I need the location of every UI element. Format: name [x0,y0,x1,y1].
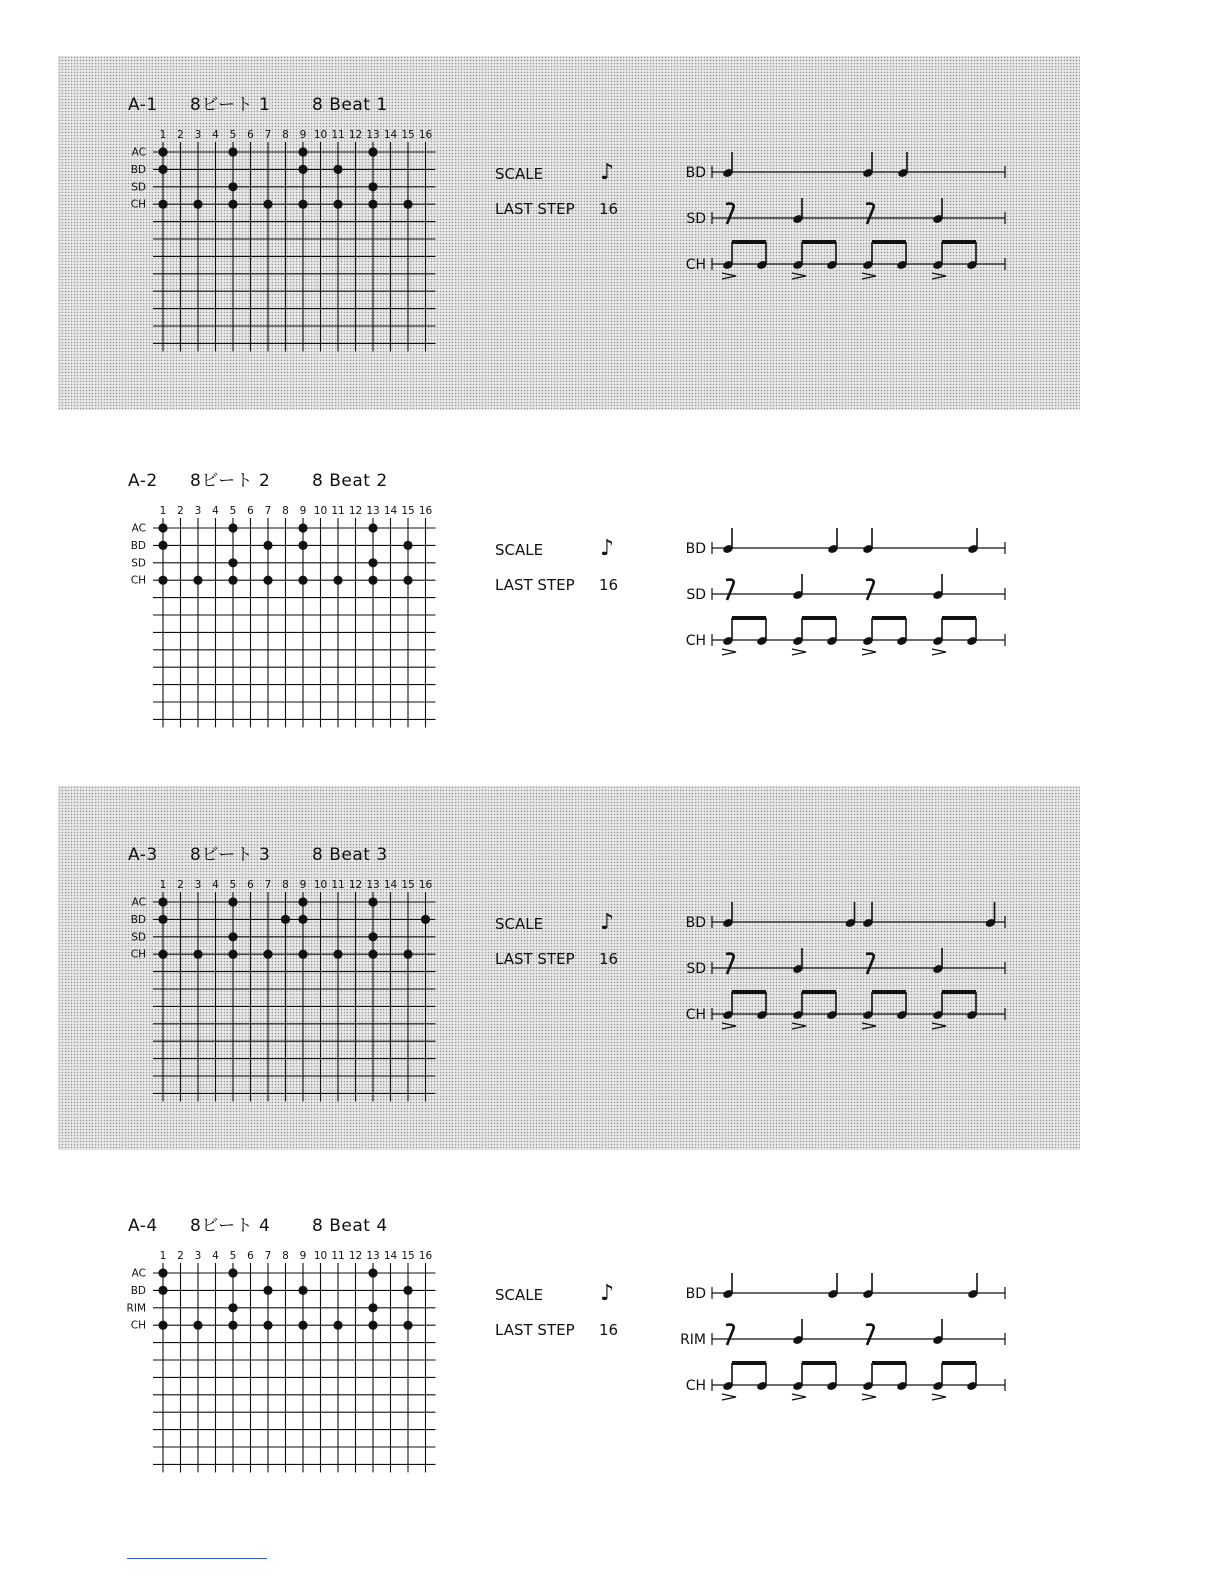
scale-note-icon: ♪ [600,910,615,935]
step-number: 7 [264,1250,272,1262]
step-number: 8 [282,129,289,141]
step-number: 1 [159,879,167,891]
accent-mark [932,649,946,655]
step-dot[interactable] [368,897,377,906]
step-dot[interactable] [228,932,237,941]
staff-label: RIM [680,1332,706,1348]
note-beam [872,990,906,994]
pattern-a-2 [0,466,1224,796]
scale-note-icon: ♪ [600,1281,615,1306]
step-dot[interactable] [368,1321,377,1330]
step-dot[interactable] [158,576,167,585]
step-dot[interactable] [403,541,412,550]
rest-mark [866,1325,874,1345]
pattern-id: A-2 [128,471,158,491]
scale-note-icon: ♪ [600,160,615,185]
step-dot[interactable] [333,576,342,585]
step-dot[interactable] [298,147,307,156]
step-number: 8 [282,505,289,517]
instrument-label: BD [130,163,146,176]
last-step-label: LAST STEP [495,576,575,594]
accent-mark [722,273,736,279]
staff-label: BD [685,915,706,931]
instrument-label: CH [130,198,146,211]
scale-row [495,541,599,559]
step-dot[interactable] [368,523,377,532]
rest-mark [726,1325,734,1345]
step-number: 5 [229,879,237,891]
last-step-row [495,576,618,594]
note-beam [732,1361,766,1365]
step-number: 11 [331,1250,345,1262]
instrument-label: BD [130,913,146,926]
pattern-id: A-1 [128,95,158,115]
scale-label: SCALE [495,1286,544,1304]
step-dot[interactable] [403,200,412,209]
note-beam [802,990,836,994]
pattern-title [128,840,388,865]
note-beam [942,616,976,620]
step-number: 14 [383,1250,398,1262]
step-number: 5 [229,505,237,517]
step-number: 7 [264,879,272,891]
step-dot[interactable] [158,200,167,209]
staff-label: BD [685,1286,706,1302]
accent-mark [932,1394,946,1400]
step-number: 7 [264,129,272,141]
step-dot[interactable] [158,541,167,550]
step-dot[interactable] [403,950,412,959]
step-number: 6 [247,129,254,141]
step-number: 3 [194,1250,202,1262]
pattern-id: A-4 [128,1216,158,1236]
instrument-label: SD [131,931,146,944]
rest-mark [726,204,734,224]
step-dot[interactable] [158,897,167,906]
step-dot[interactable] [368,950,377,959]
last-step-value: 16 [599,1321,619,1339]
step-dot[interactable] [403,1286,412,1295]
step-dot[interactable] [403,576,412,585]
step-number: 14 [383,879,398,891]
step-dot[interactable] [368,932,377,941]
last-step-value: 16 [599,200,619,218]
instrument-label: BD [130,1284,146,1297]
step-number: 16 [418,879,433,891]
step-dot[interactable] [228,147,237,156]
step-dot[interactable] [228,1268,237,1277]
step-grid[interactable] [126,502,446,732]
step-number: 10 [313,505,328,517]
step-dot[interactable] [333,950,342,959]
step-dot[interactable] [228,950,237,959]
drum-staff [680,134,1010,284]
pattern-title-en: 8 Beat 3 [312,845,388,865]
step-number: 12 [348,129,363,141]
step-dot[interactable] [403,1321,412,1330]
pattern-title-en: 8 Beat 1 [312,95,388,115]
last-step-value: 16 [599,950,619,968]
pattern-title-en: 8 Beat 4 [312,1216,388,1236]
step-dot[interactable] [281,915,290,924]
step-dot[interactable] [333,1321,342,1330]
drum-staff [680,884,1010,1034]
last-step-row [495,200,618,218]
step-number: 1 [159,129,167,141]
instrument-label: SD [131,181,146,194]
note-beam [942,1361,976,1365]
step-number: 15 [401,505,415,517]
last-step-row [495,1321,618,1339]
step-dot[interactable] [228,1303,237,1312]
rest-mark [726,580,734,600]
step-number: 16 [418,1250,433,1262]
pattern-title-en: 8 Beat 2 [312,471,388,491]
scale-note-icon: ♪ [600,536,615,561]
staff-label: CH [685,633,706,649]
step-number: 3 [194,129,202,141]
step-number: 6 [247,1250,254,1262]
step-number: 4 [212,129,219,141]
step-dot[interactable] [193,1321,202,1330]
rest-mark [866,204,874,224]
step-number: 13 [366,129,380,141]
step-dot[interactable] [158,915,167,924]
pattern-title-jp: 8ビート 3 [190,845,271,865]
step-dot[interactable] [368,182,377,191]
step-number: 2 [177,879,184,891]
step-dot[interactable] [158,523,167,532]
step-dot[interactable] [193,200,202,209]
step-number: 12 [348,505,363,517]
step-number: 11 [331,129,345,141]
scale-label: SCALE [495,165,544,183]
step-dot[interactable] [263,950,272,959]
step-dot[interactable] [298,523,307,532]
step-number: 3 [194,879,202,891]
note-beam [942,240,976,244]
step-number: 13 [366,879,380,891]
step-grid[interactable] [126,876,446,1106]
accent-mark [792,273,806,279]
step-dot[interactable] [298,915,307,924]
step-dot[interactable] [228,558,237,567]
drum-staff [680,1255,1010,1405]
step-dot[interactable] [298,576,307,585]
scale-label: SCALE [495,915,544,933]
accent-mark [792,1394,806,1400]
last-step-row [495,950,618,968]
last-step-label: LAST STEP [495,200,575,218]
last-step-label: LAST STEP [495,1321,575,1339]
note-beam [802,240,836,244]
pattern-title [128,90,388,115]
step-number: 6 [247,505,254,517]
step-number: 16 [418,505,433,517]
note-beam [732,990,766,994]
step-number: 1 [159,1250,167,1262]
accent-mark [862,1023,876,1029]
step-dot[interactable] [263,200,272,209]
drum-staff [680,510,1010,660]
staff-label: CH [685,1378,706,1394]
staff-label: SD [686,961,706,977]
pattern-title-jp: 8ビート 2 [190,471,271,491]
step-number: 10 [313,129,328,141]
scale-row [495,1286,599,1304]
step-number: 9 [299,879,307,891]
step-number: 10 [313,879,328,891]
step-number: 7 [264,505,272,517]
step-dot[interactable] [368,1268,377,1277]
step-dot[interactable] [333,200,342,209]
accent-mark [932,273,946,279]
note-beam [732,240,766,244]
step-number: 3 [194,505,202,517]
step-dot[interactable] [263,1286,272,1295]
footnote-rule [127,1558,267,1559]
accent-mark [792,649,806,655]
step-dot[interactable] [368,558,377,567]
instrument-label: RIM [126,1302,146,1315]
note-beam [872,616,906,620]
step-grid[interactable] [126,126,446,356]
note-beam [942,990,976,994]
accent-mark [722,1023,736,1029]
step-dot[interactable] [228,182,237,191]
instrument-label: AC [131,146,146,159]
staff-label: SD [686,587,706,603]
pattern-title [128,466,388,491]
step-dot[interactable] [298,541,307,550]
note-beam [732,616,766,620]
step-number: 6 [247,879,254,891]
instrument-label: AC [131,896,146,909]
step-dot[interactable] [193,576,202,585]
step-number: 14 [383,129,398,141]
accent-mark [722,1394,736,1400]
step-dot[interactable] [298,165,307,174]
step-dot[interactable] [193,950,202,959]
step-dot[interactable] [228,576,237,585]
step-grid[interactable] [126,1247,446,1477]
step-dot[interactable] [298,200,307,209]
accent-mark [862,1394,876,1400]
staff-label: SD [686,211,706,227]
accent-mark [792,1023,806,1029]
step-dot[interactable] [333,165,342,174]
note-beam [872,1361,906,1365]
step-number: 10 [313,1250,328,1262]
step-dot[interactable] [368,147,377,156]
step-number: 12 [348,879,363,891]
scale-row [495,165,599,183]
instrument-label: BD [130,539,146,552]
step-dot[interactable] [368,1303,377,1312]
accent-mark [722,649,736,655]
step-dot[interactable] [158,147,167,156]
rest-mark [726,954,734,974]
instrument-label: SD [131,557,146,570]
step-dot[interactable] [263,576,272,585]
step-dot[interactable] [298,1321,307,1330]
accent-mark [862,649,876,655]
rest-mark [866,954,874,974]
staff-label: CH [685,1007,706,1023]
accent-mark [932,1023,946,1029]
step-dot[interactable] [158,165,167,174]
step-number: 5 [229,129,237,141]
step-number: 15 [401,1250,415,1262]
step-dot[interactable] [228,200,237,209]
step-number: 11 [331,879,345,891]
pattern-title-jp: 8ビート 1 [190,95,271,115]
step-dot[interactable] [158,1268,167,1277]
pattern-id: A-3 [128,845,158,865]
last-step-value: 16 [599,576,619,594]
instrument-label: AC [131,1267,146,1280]
step-number: 11 [331,505,345,517]
scale-label: SCALE [495,541,544,559]
pattern-a-1 [0,90,1224,420]
pattern-a-3 [0,840,1224,1170]
step-dot[interactable] [228,1321,237,1330]
step-number: 2 [177,1250,184,1262]
staff-label: BD [685,541,706,557]
step-number: 8 [282,879,289,891]
pattern-title-jp: 8ビート 4 [190,1216,271,1236]
step-dot[interactable] [228,897,237,906]
step-number: 2 [177,505,184,517]
step-number: 5 [229,1250,237,1262]
step-number: 14 [383,505,398,517]
step-dot[interactable] [263,1321,272,1330]
rest-mark [866,580,874,600]
accent-mark [862,273,876,279]
instrument-label: CH [130,574,146,587]
step-dot[interactable] [263,541,272,550]
step-number: 4 [212,879,219,891]
step-number: 13 [366,1250,380,1262]
instrument-label: AC [131,522,146,535]
step-number: 16 [418,129,433,141]
step-number: 13 [366,505,380,517]
staff-label: BD [685,165,706,181]
step-number: 8 [282,1250,289,1262]
step-number: 2 [177,129,184,141]
step-dot[interactable] [368,200,377,209]
step-dot[interactable] [228,523,237,532]
step-dot[interactable] [298,897,307,906]
step-dot[interactable] [298,950,307,959]
note-beam [802,1361,836,1365]
step-dot[interactable] [421,915,430,924]
step-number: 4 [212,1250,219,1262]
step-dot[interactable] [158,1321,167,1330]
step-dot[interactable] [158,950,167,959]
step-number: 9 [299,1250,307,1262]
step-number: 15 [401,879,415,891]
step-number: 1 [159,505,167,517]
instrument-label: CH [130,948,146,961]
step-dot[interactable] [298,1286,307,1295]
instrument-label: CH [130,1319,146,1332]
pattern-title [128,1211,388,1236]
step-number: 4 [212,505,219,517]
pattern-a-4 [0,1211,1224,1541]
step-dot[interactable] [368,576,377,585]
step-dot[interactable] [158,1286,167,1295]
staff-label: CH [685,257,706,273]
last-step-label: LAST STEP [495,950,575,968]
step-number: 9 [299,129,307,141]
step-number: 9 [299,505,307,517]
scale-row [495,915,599,933]
note-beam [802,616,836,620]
step-number: 12 [348,1250,363,1262]
step-number: 15 [401,129,415,141]
note-beam [872,240,906,244]
